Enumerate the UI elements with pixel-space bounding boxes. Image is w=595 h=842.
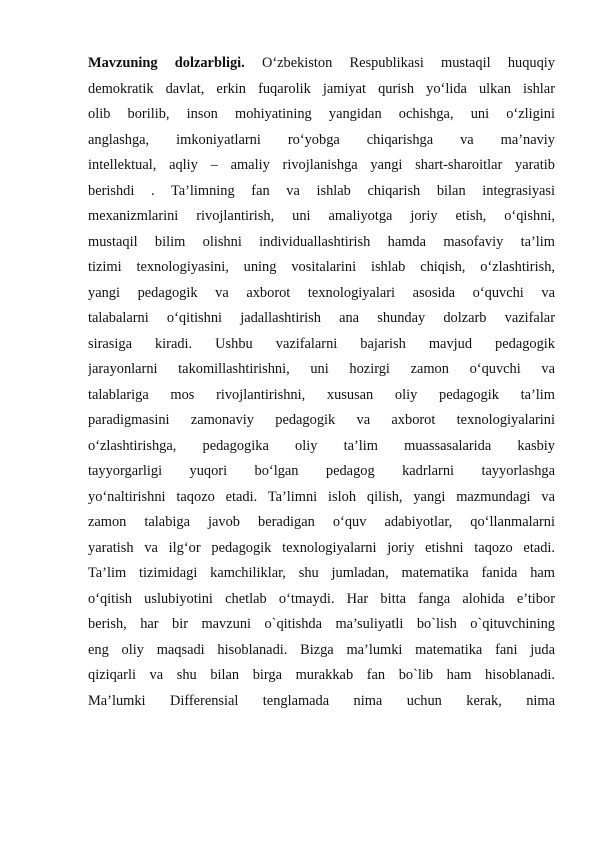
paragraph-line: yangi pedagogik va axborot texnologiyalari asosida o‘quvchi va <box>88 284 555 301</box>
paragraph-line: mexanizmlarini rivojlantirish, uni amaliyotga joriy etish, o‘qishni, <box>88 208 555 224</box>
paragraph-line: Ta’lim tizimidagi kamchiliklar, shu jumladan, matematika fanida ham <box>88 565 555 581</box>
paragraph-line: yo‘naltirishni taqozo etadi. Ta’limni isloh qilish, yangi mazmundagi va <box>88 488 555 505</box>
paragraph-line: mustaqil bilim olishni individuallashtirish hamda masofaviy ta’lim <box>88 233 555 250</box>
section-heading: Mavzuning dolzarbligi. <box>88 55 245 71</box>
paragraph-line: olib borilib, inson mohiyatining yangidan ochishga, uni o‘zligini <box>88 106 555 122</box>
paragraph-line: intellektual, aqliy – amaliy rivojlanishga yangi shart-sharoitlar yaratib <box>88 157 555 173</box>
paragraph-line: eng oliy maqsadi hisoblanadi. Bizga ma’lumki matematika fani juda <box>88 641 555 658</box>
paragraph-line: o‘qitish uslubiyotini chetlab o‘tmaydi. Har bitta fanga alohida e’tibor <box>88 590 555 607</box>
paragraph-line: o‘zlashtirishga, pedagogika oliy ta’lim muassasalarida kasbiy <box>88 437 555 454</box>
document-page <box>88 51 555 714</box>
paragraph-line: berishdi . Ta’limning fan va ishlab chiqarish bilan integrasiyasi <box>88 182 555 199</box>
paragraph-line: anglashga, imkoniyatlarni ro‘yobga chiqarishga va ma’naviy <box>88 131 555 148</box>
paragraph-line: berish, har bir mavzuni o`qitishda ma’suliyatli bo`lish o`qituvchining <box>88 616 555 632</box>
paragraph-line: talabalarni o‘qitishni jadallashtirish ana shunday dolzarb vazifalar <box>88 310 555 326</box>
paragraph-line-1 <box>88 51 555 77</box>
paragraph-line: zamon talabiga javob beradigan o‘quv adabiyotlar, qo‘llanmalarni <box>88 514 555 530</box>
paragraph-line: yaratish va ilg‘or pedagogik texnologiyalarni joriy etishni taqozo etadi. <box>88 539 555 556</box>
paragraph-line: demokratik davlat, erkin fuqarolik jamiyat qurish yo‘lida ulkan ishlar <box>88 80 555 97</box>
paragraph-line: sirasiga kiradi. Ushbu vazifalarni bajarish mavjud pedagogik <box>88 335 555 352</box>
paragraph-line: tayyorgarligi yuqori bo‘lgan pedagog kadrlarni tayyorlashga <box>88 463 555 479</box>
paragraph-line: qiziqarli va shu bilan birga murakkab fan bo`lib ham hisoblanadi. <box>88 667 555 683</box>
paragraph-line: jarayonlarni takomillashtirishni, uni hozirgi zamon o‘quvchi va <box>88 361 555 377</box>
paragraph-text: O‘zbekiston Respublikasi mustaqil huquqiy <box>244 55 555 71</box>
paragraph-line: talablariga mos rivojlantirishni, xususan oliy pedagogik ta’lim <box>88 386 555 403</box>
paragraph-line: tizimi texnologiyasini, uning vositalarini ishlab chiqish, o‘zlashtirish, <box>88 259 555 275</box>
paragraph-line: paradigmasini zamonaviy pedagogik va axborot texnologiyalarini <box>88 412 555 428</box>
paragraph-line: Ma’lumki Differensial tenglamada nima uchun kerak, nima <box>88 692 555 709</box>
